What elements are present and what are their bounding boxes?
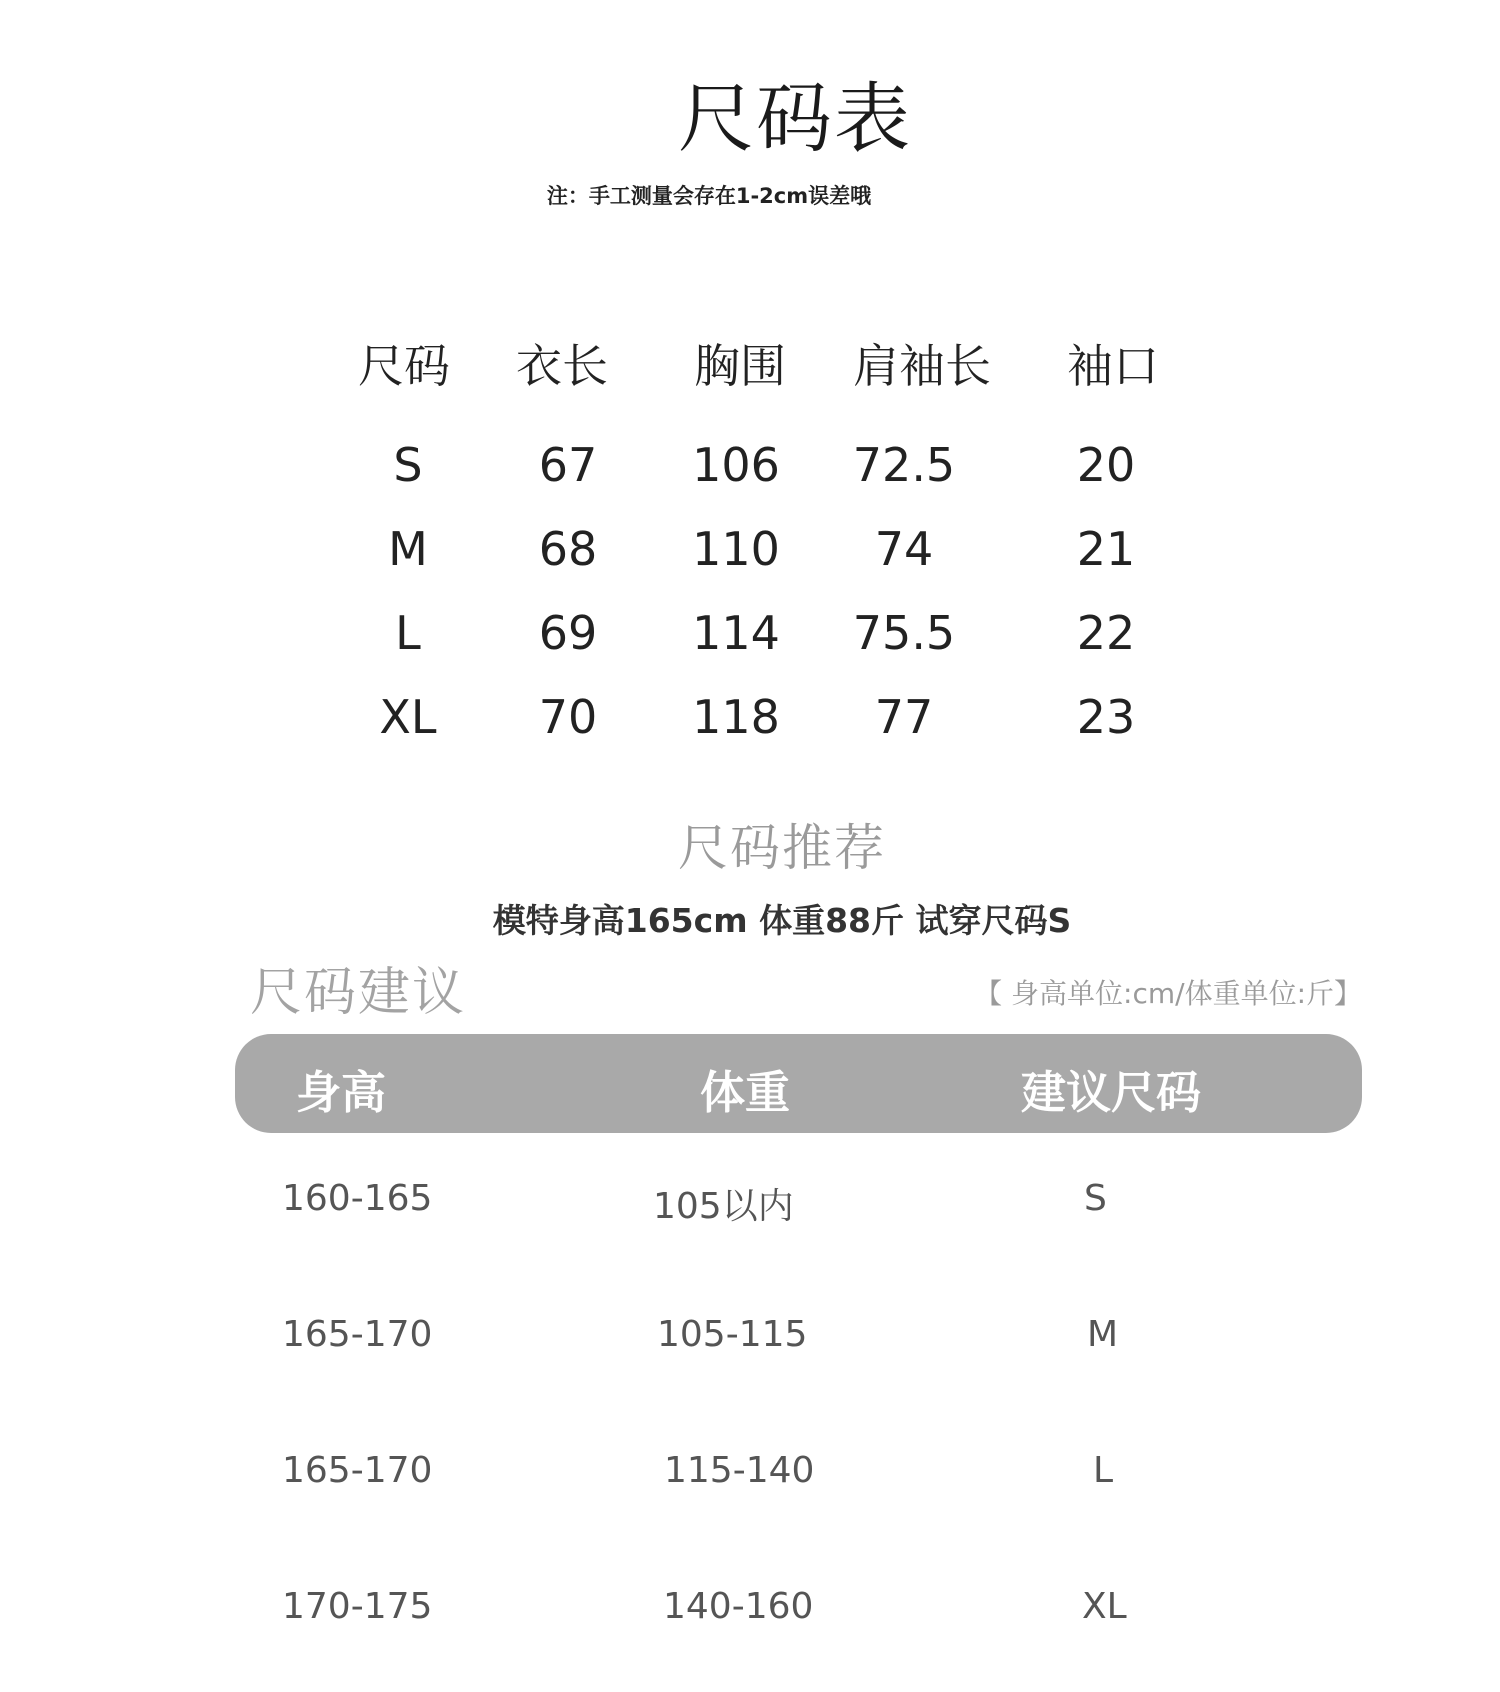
advice-cell: 160-165 bbox=[282, 1178, 433, 1219]
header-cuff: 袖口 bbox=[1067, 339, 1159, 393]
advice-cell: 165-170 bbox=[282, 1314, 433, 1355]
table-cell: 74 bbox=[874, 522, 934, 576]
table-cell: 118 bbox=[692, 690, 780, 744]
table-cell: 20 bbox=[1076, 438, 1136, 492]
advice-cell: 105以内 bbox=[653, 1186, 794, 1227]
header-shoulder-sleeve: 肩袖长 bbox=[853, 339, 991, 393]
table-cell: XL bbox=[379, 690, 437, 744]
table-cell: 68 bbox=[538, 522, 598, 576]
table-cell: S bbox=[393, 438, 423, 492]
header-chest: 胸围 bbox=[694, 339, 786, 393]
advice-header-height: 身高 bbox=[296, 1066, 387, 1119]
table-cell: 110 bbox=[692, 522, 780, 576]
advice-header-bar bbox=[235, 1034, 1362, 1133]
advice-cell: 165-170 bbox=[282, 1450, 433, 1491]
advice-cell: S bbox=[1084, 1178, 1107, 1219]
advice-cell: L bbox=[1093, 1450, 1114, 1491]
advice-cell: XL bbox=[1082, 1586, 1127, 1627]
table-cell: 21 bbox=[1076, 522, 1136, 576]
model-info: 模特身高165cm 体重88斤 试穿尺码S bbox=[492, 901, 1072, 940]
table-cell: 70 bbox=[538, 690, 598, 744]
advice-header-size: 建议尺码 bbox=[1021, 1066, 1202, 1119]
header-length: 衣长 bbox=[516, 339, 608, 393]
advice-cell: 170-175 bbox=[282, 1586, 433, 1627]
table-cell: 69 bbox=[538, 606, 598, 660]
advice-cell: 140-160 bbox=[663, 1586, 814, 1627]
table-cell: M bbox=[388, 522, 428, 576]
table-cell: 77 bbox=[874, 690, 934, 744]
measurement-note: 注：手工测量会存在1-2cm误差哦 bbox=[546, 184, 872, 208]
advice-cell: M bbox=[1087, 1314, 1119, 1355]
header-size: 尺码 bbox=[358, 339, 450, 393]
table-cell: L bbox=[395, 606, 421, 660]
unit-note: 【 身高单位:cm/体重单位:斤】 bbox=[974, 977, 1362, 1010]
table-cell: 67 bbox=[538, 438, 598, 492]
table-cell: 22 bbox=[1076, 606, 1136, 660]
page-title: 尺码表 bbox=[678, 74, 912, 163]
advice-title: 尺码建议 bbox=[250, 963, 467, 1023]
table-cell: 106 bbox=[692, 438, 780, 492]
advice-cell: 115-140 bbox=[664, 1450, 815, 1491]
table-cell: 72.5 bbox=[852, 438, 956, 492]
recommend-title: 尺码推荐 bbox=[678, 819, 886, 877]
advice-cell: 105-115 bbox=[657, 1314, 808, 1355]
table-cell: 114 bbox=[692, 606, 780, 660]
table-cell: 23 bbox=[1076, 690, 1136, 744]
table-cell: 75.5 bbox=[852, 606, 956, 660]
advice-header-weight: 体重 bbox=[700, 1066, 791, 1119]
